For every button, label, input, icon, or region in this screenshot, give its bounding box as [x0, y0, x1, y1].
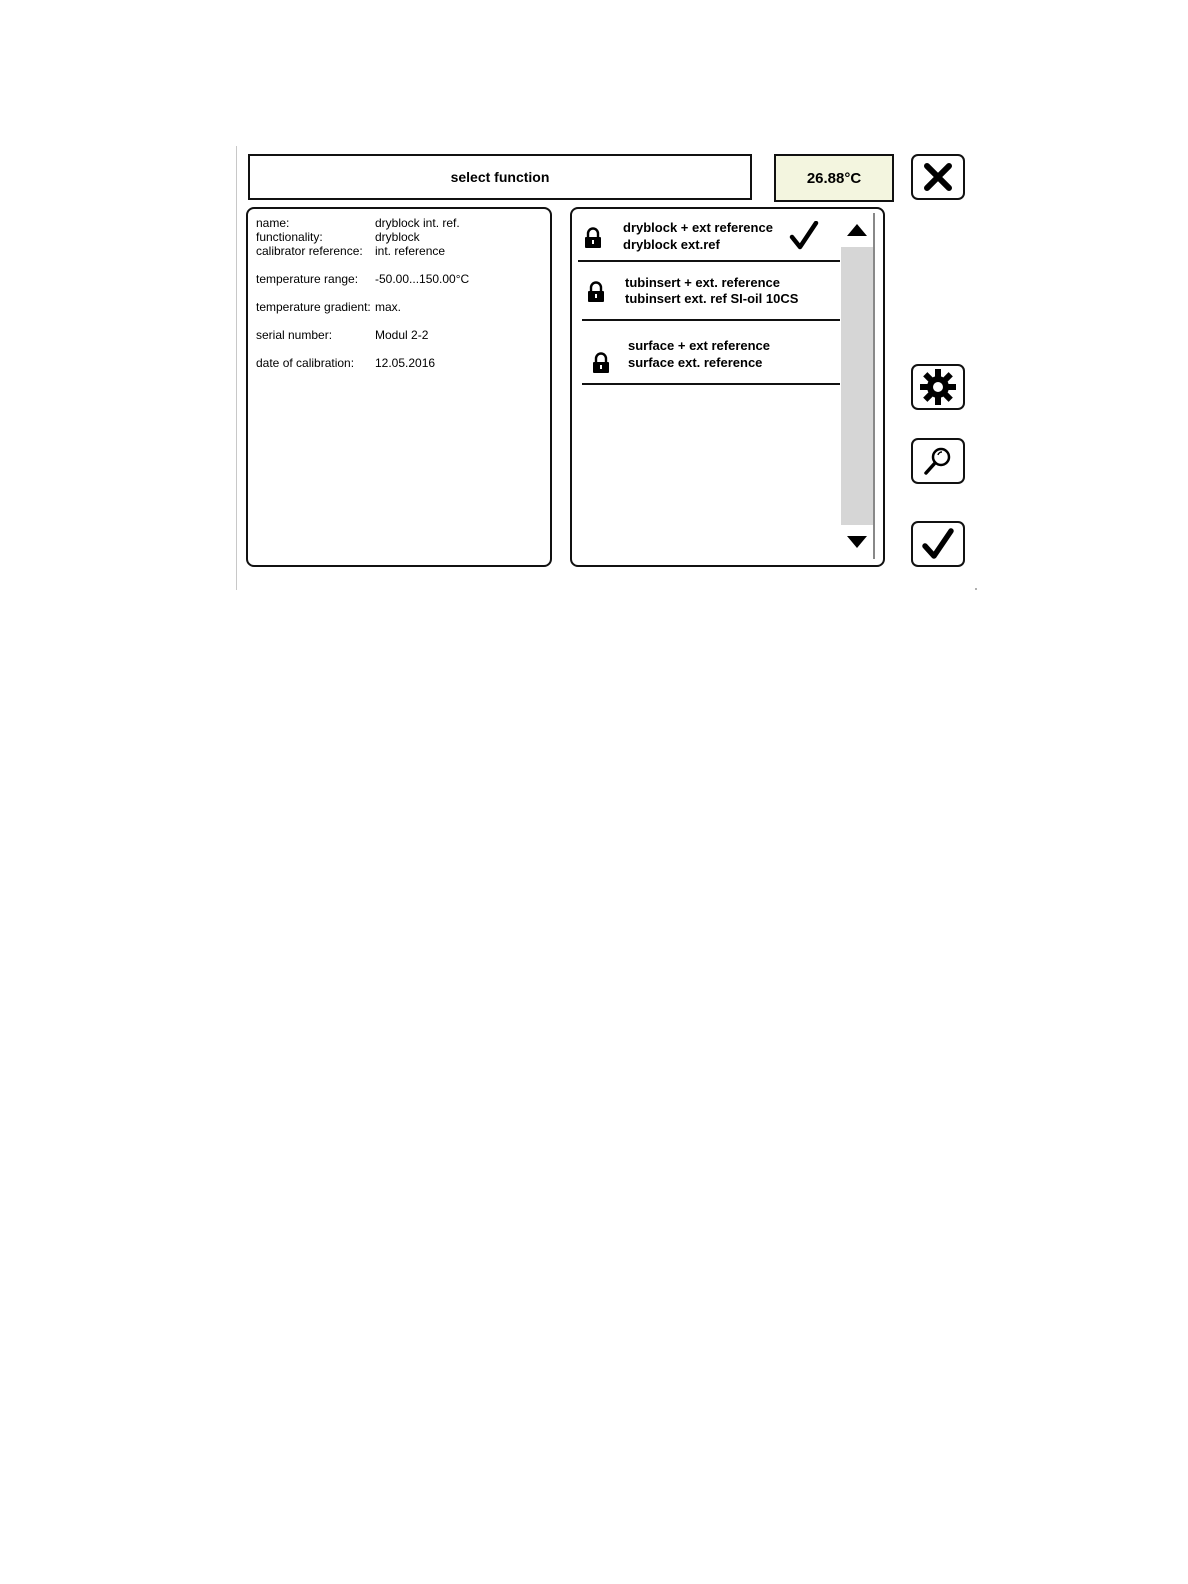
info-label: temperature gradient:: [256, 300, 371, 314]
lock-icon: [592, 352, 610, 374]
settings-button[interactable]: [911, 364, 965, 410]
info-value: -50.00...150.00°C: [375, 272, 470, 286]
function-list-panel: [570, 207, 885, 567]
selected-checkmark-icon: [789, 221, 819, 251]
window-frame-corner: [975, 588, 977, 590]
lock-icon: [584, 227, 602, 249]
temperature-display: [774, 154, 894, 202]
close-button[interactable]: [911, 154, 965, 200]
scroll-down-button[interactable]: [841, 525, 875, 559]
info-value: dryblock int. ref.: [375, 216, 460, 230]
info-label: date of calibration:: [256, 356, 355, 370]
function-title: dryblock + ext reference: [623, 220, 773, 235]
function-info-panel: [246, 207, 552, 567]
info-label: functionality:: [256, 230, 323, 244]
info-value: max.: [375, 300, 402, 314]
list-divider: [582, 383, 840, 385]
scroll-track[interactable]: [841, 247, 875, 525]
info-label: name:: [256, 216, 290, 230]
function-title: tubinsert + ext. reference: [625, 275, 780, 290]
function-list-item-dryblock[interactable]: [578, 215, 840, 263]
close-icon: [923, 162, 953, 192]
scroll-up-button[interactable]: [841, 213, 875, 247]
function-title: surface + ext reference: [628, 338, 771, 353]
list-divider: [582, 319, 840, 321]
function-subtitle: dryblock ext.ref: [623, 237, 720, 252]
info-value: Modul 2-2: [375, 328, 429, 342]
search-icon: [922, 445, 954, 477]
window-frame-edge: [236, 146, 237, 590]
function-list-item-tubinsert[interactable]: [578, 263, 840, 323]
info-value: dryblock: [375, 230, 420, 244]
function-list-scrollbar[interactable]: [841, 213, 875, 559]
info-value: 12.05.2016: [375, 356, 436, 370]
search-button[interactable]: [911, 438, 965, 484]
function-subtitle: tubinsert ext. ref SI-oil 10CS: [625, 291, 799, 306]
arrow-down-icon: [846, 535, 868, 549]
info-value: int. reference: [375, 244, 446, 258]
page-title: [248, 154, 752, 200]
function-list-item-surface[interactable]: [578, 323, 840, 393]
confirm-button[interactable]: [911, 521, 965, 567]
temperature-value: 26.88°C: [806, 169, 862, 187]
list-divider: [578, 260, 840, 262]
info-label: temperature range:: [256, 272, 359, 286]
arrow-up-icon: [846, 223, 868, 237]
info-label: serial number:: [256, 328, 333, 342]
gear-icon: [919, 368, 957, 406]
function-subtitle: surface ext. reference: [628, 355, 763, 370]
page-title-text: select function: [450, 169, 550, 185]
lock-icon: [587, 281, 605, 303]
checkmark-icon: [921, 527, 955, 561]
info-label: calibrator reference:: [256, 244, 363, 258]
